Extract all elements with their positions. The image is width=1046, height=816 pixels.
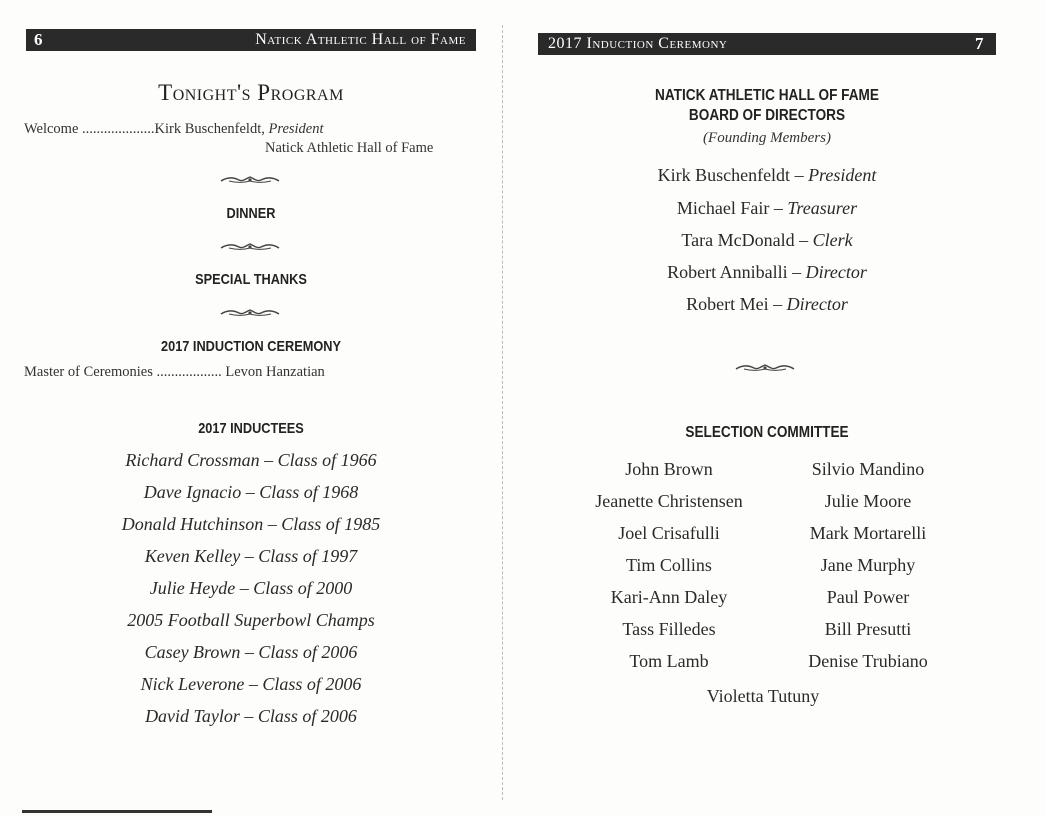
committee-heading: SELECTION COMMITTEE: [685, 424, 849, 441]
ornament-divider-2: [219, 243, 281, 251]
board-member-role: Treasurer: [787, 198, 858, 218]
master-name: Levon Hanzatian: [225, 364, 325, 380]
committee-member: Denise Trubiano: [808, 651, 928, 671]
right-page-number: 7: [975, 34, 984, 53]
welcome-org: Natick Athletic Hall of Fame: [265, 140, 434, 156]
dinner-heading: DINNER: [226, 205, 276, 222]
left-page-header: [26, 29, 476, 51]
inductee-item: Dave Ignacio – Class of 1968: [143, 482, 359, 502]
inductee-item: 2005 Football Superbowl Champs: [127, 610, 375, 630]
board-member: [538, 230, 996, 251]
board-heading-2: BOARD OF DIRECTORS: [688, 107, 846, 124]
board-member: [538, 198, 996, 219]
inductee-item: Nick Leverone – Class of 2006: [140, 674, 362, 694]
left-header-title: Natick Athletic Hall of Fame: [255, 31, 466, 48]
committee-member: Tom Lamb: [629, 651, 709, 671]
committee-member: Silvio Mandino: [811, 459, 925, 479]
page-fold-line: [502, 25, 504, 800]
committee-member: Jeanette Christensen: [595, 491, 743, 511]
board-member-role: Director: [805, 262, 867, 282]
committee-member: Kari-Ann Daley: [610, 587, 728, 607]
committee-member: Paul Power: [826, 587, 910, 607]
board-member-name: Robert Mei –: [686, 294, 787, 314]
left-page-number: 6: [34, 30, 43, 49]
board-heading-1: NATICK ATHLETIC HALL OF FAME: [655, 87, 879, 104]
board-member-role: President: [808, 165, 877, 185]
board-member-name: Michael Fair –: [676, 198, 788, 218]
inductee-item: Keven Kelley – Class of 1997: [144, 546, 358, 566]
inductee-item: Casey Brown – Class of 2006: [144, 642, 358, 662]
board-member: [538, 165, 996, 186]
board-member-name: Tara McDonald –: [681, 230, 813, 250]
inductees-heading: 2017 INDUCTEES: [198, 420, 304, 437]
board-member-role: Clerk: [812, 230, 853, 250]
committee-member: Jane Murphy: [820, 555, 916, 575]
special-thanks-heading: SPECIAL THANKS: [195, 271, 307, 288]
board-member-name: Kirk Buschenfeldt –: [657, 165, 809, 185]
committee-member-last: Violetta Tutuny: [706, 686, 820, 706]
committee-member: John Brown: [625, 459, 713, 479]
committee-member: Tim Collins: [626, 555, 712, 575]
board-member-name: Robert Anniballi –: [667, 262, 806, 282]
master-dots: ..................: [156, 364, 222, 380]
board-member: [538, 294, 996, 315]
right-page-header: [538, 33, 996, 55]
ornament-divider-1: [219, 176, 281, 184]
committee-member: Julie Moore: [824, 491, 912, 511]
inductee-item: Julie Heyde – Class of 2000: [149, 578, 353, 598]
welcome-row: [24, 121, 324, 138]
ornament-divider-4: [734, 364, 796, 372]
inductee-item: Donald Hutchinson – Class of 1985: [121, 514, 381, 534]
ceremony-heading: 2017 INDUCTION CEREMONY: [161, 338, 341, 355]
committee-member: Mark Mortarelli: [809, 523, 927, 543]
master-row: [24, 364, 325, 381]
board-subheading: (Founding Members): [703, 130, 831, 146]
committee-member: Tass Filledes: [622, 619, 716, 639]
committee-member: Bill Presutti: [824, 619, 912, 639]
board-member: [538, 262, 996, 283]
board-member-role: Director: [786, 294, 848, 314]
ornament-divider-3: [219, 309, 281, 317]
welcome-dots: ....................: [82, 121, 155, 137]
bottom-rule: [22, 810, 212, 813]
right-header-title: 2017 Induction Ceremony: [548, 35, 728, 52]
committee-member: Joel Crisafulli: [618, 523, 720, 543]
welcome-name: Kirk Buschenfeldt,: [154, 121, 265, 137]
program-title: Tonight's Program: [158, 80, 344, 105]
inductee-item: Richard Crossman – Class of 1966: [125, 450, 377, 470]
welcome-label: Welcome: [24, 121, 79, 137]
inductee-item: David Taylor – Class of 2006: [145, 706, 357, 726]
master-label: Master of Ceremonies: [24, 364, 153, 380]
welcome-role: President: [268, 121, 324, 137]
